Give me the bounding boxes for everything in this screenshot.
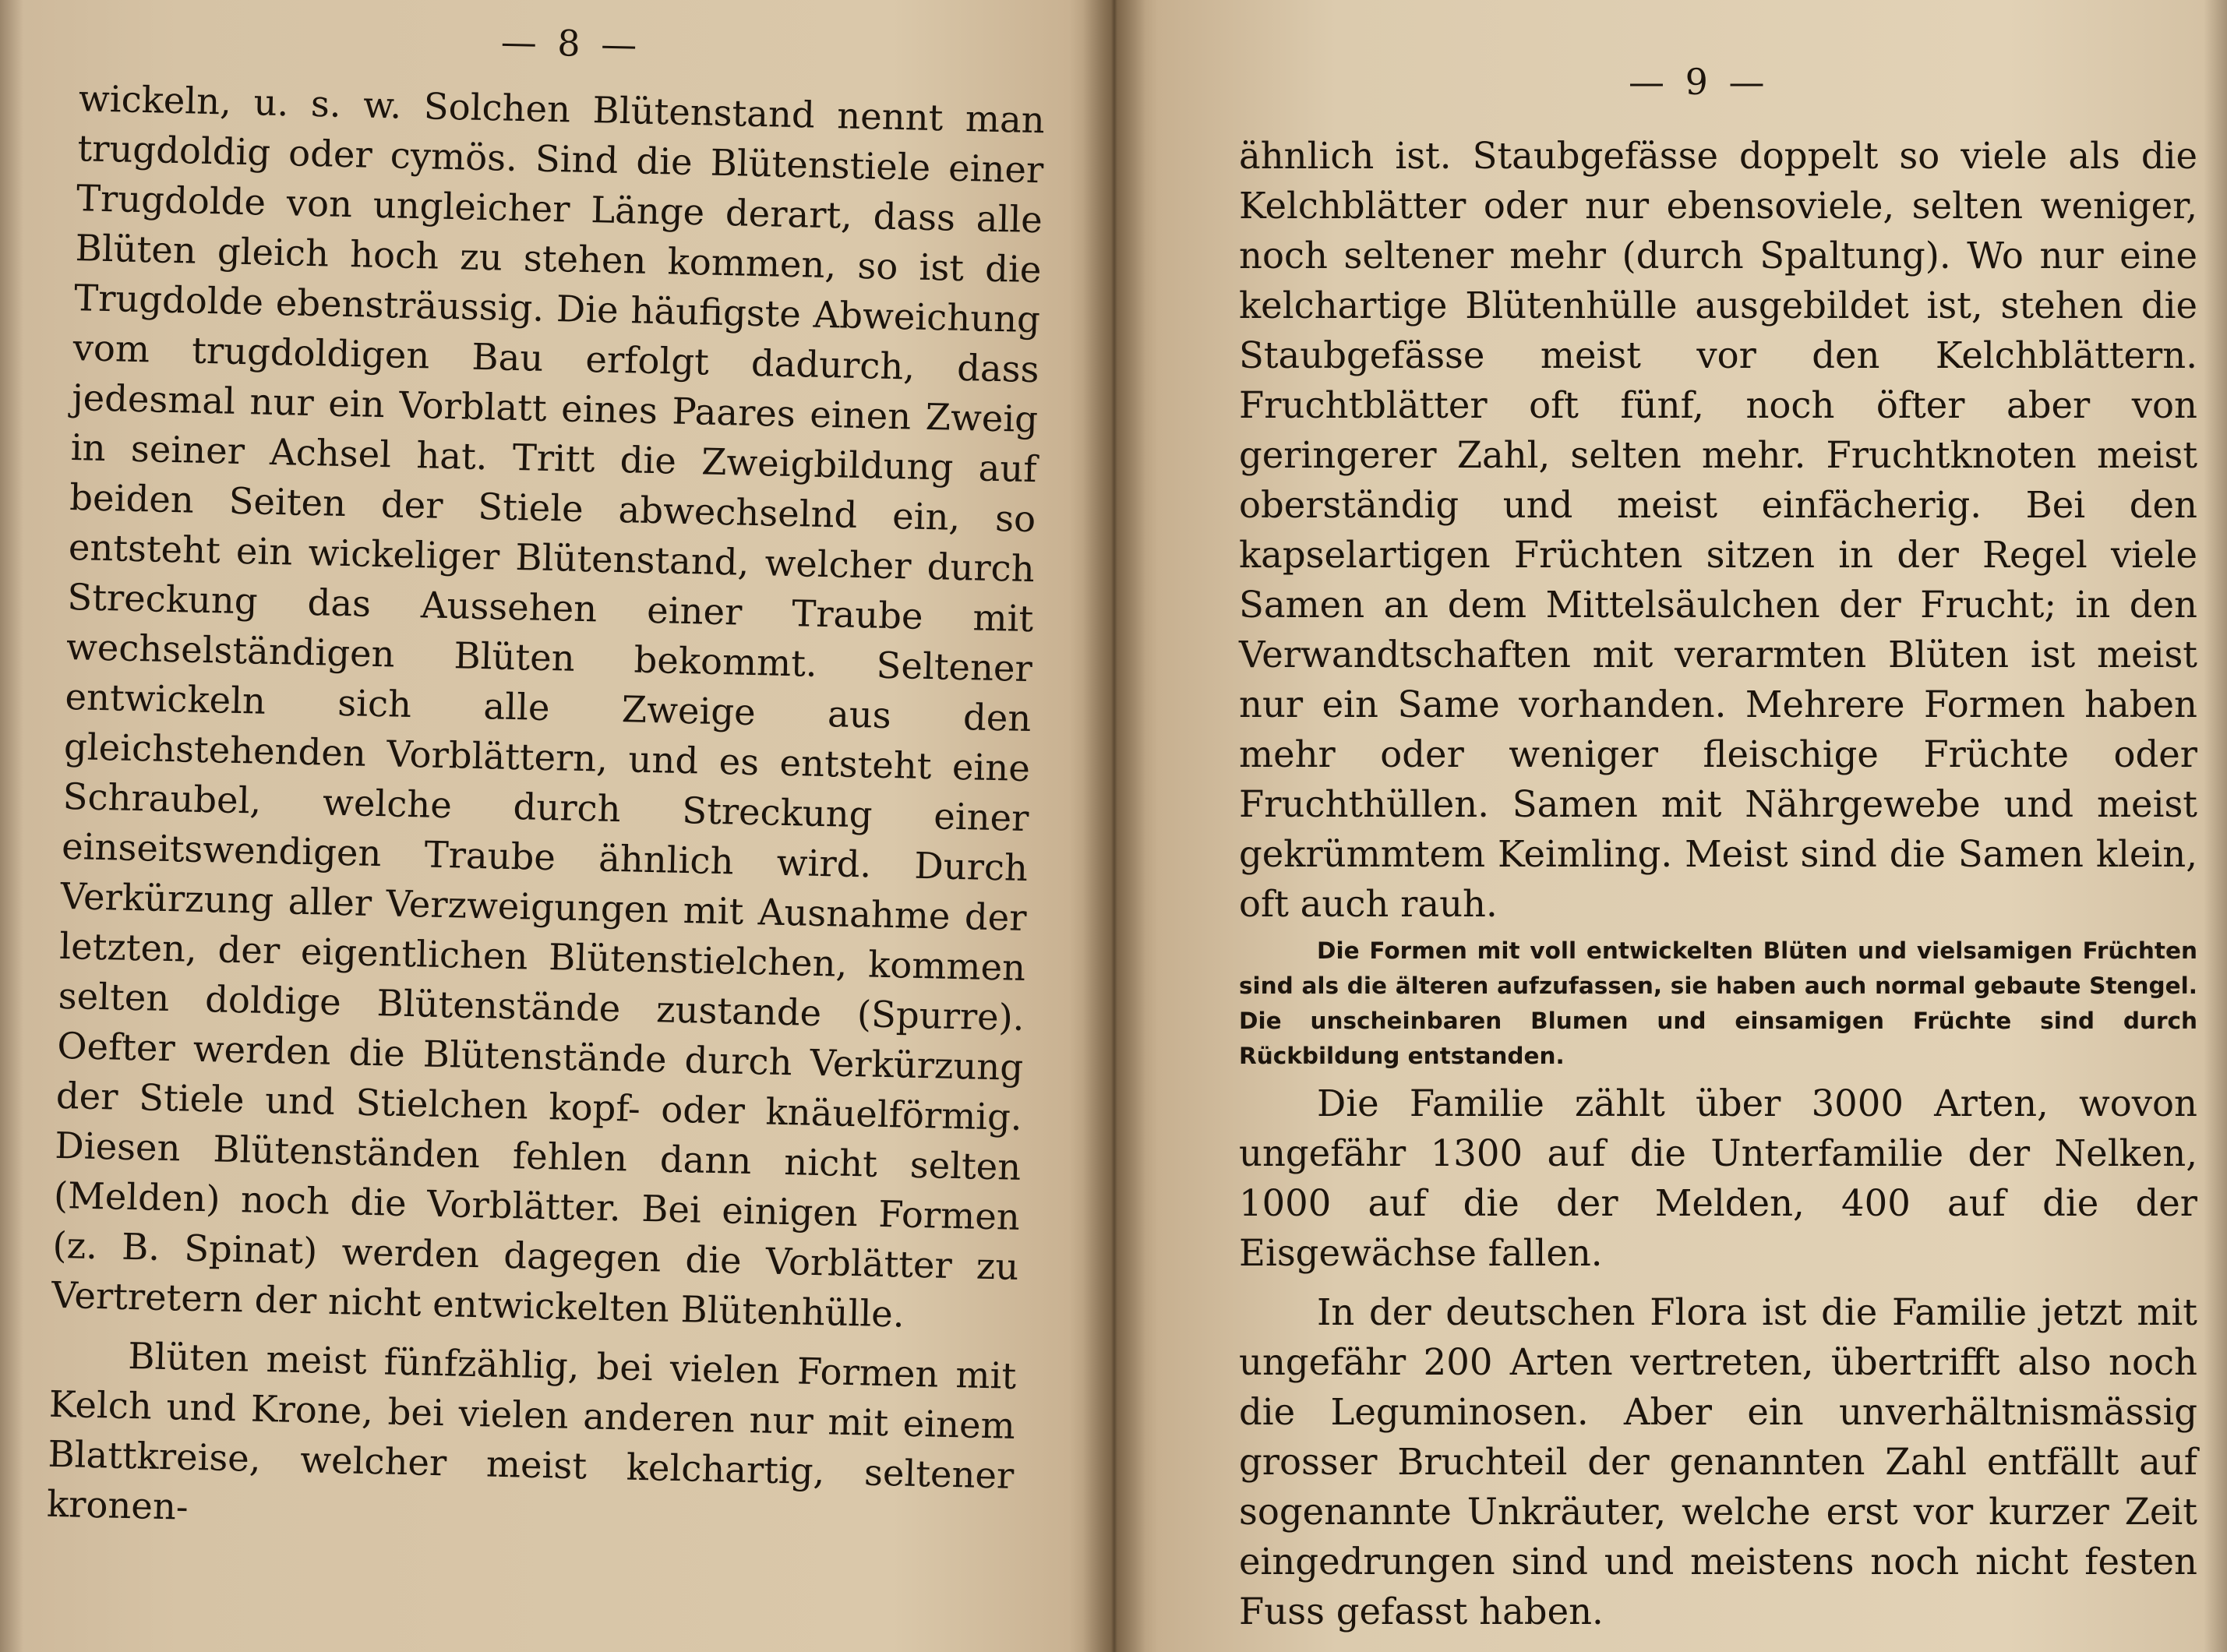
left-page-text xyxy=(46,73,1045,1551)
footnote-paragraph: Die Formen mit voll entwickelten Blüten und vielsamigen Früchten sind als die älteren aufzufassen, sie haben auch normal gebaute Stengel. Die unscheinbaren Blumen und einsamigen Früchte sind durch Rückbildung entstanden. xyxy=(1239,937,2197,1069)
paragraph: Die Familie zählt über 3000 Arten, wovon ungefähr 1300 auf die Unterfamilie der Nelken, 1000 auf die der Melden, 400 auf die der Eisgewächse fallen. xyxy=(1239,1082,2197,1274)
paragraph: Blüten meist fünfzählig, bei vielen Formen mit Kelch und Krone, bei vielen anderen nur mit einem Blattkreise, welcher meist kelchartig, seltener kronen- xyxy=(46,1335,1017,1528)
page-number-left: — 8 — xyxy=(500,20,642,66)
paragraph: In der deutschen Flora ist die Familie jetzt mit ungefähr 200 Arten vertreten, übertrifft also noch die Leguminosen. Aber ein unverhältnismässig grosser Bruchteil der genannten Zahl entfällt auf sogenannte Unkräuter, welche erst vor kurzer Zeit eingedrungen sind und meistens noch nicht festen Fuss gefasst haben. xyxy=(1239,1291,2197,1633)
page-number-right: — 9 — xyxy=(1629,61,1770,103)
right-page-text xyxy=(1239,131,2197,1636)
paragraph: ähnlich ist. Staubgefässe doppelt so viele als die Kelchblätter oder nur ebensoviele, selten weniger, noch seltener mehr (durch Spaltung). Wo nur eine kelchartige Blütenhülle ausgebildet ist, stehen die Staubgefässe meist vor den Kelchblättern. Fruchtblätter oft fünf, noch öfter aber von geringerer Zahl, selten mehr. Fruchtknoten meist oberständig und meist einfächerig. Bei den kapselartigen Früchten sitzen in der Regel viele Samen an dem Mittelsäulchen der Frucht; in den Verwandtschaften mit verarmten Blüten ist meist nur ein Same vorhanden. Mehrere Formen haben mehr oder weniger fleischige Früchte oder Fruchthüllen. Samen mit Nährgewebe und meist gekrümmtem Keimling. Meist sind die Samen klein, oft auch rauh. xyxy=(1239,135,2197,925)
right-page xyxy=(1122,0,2227,1652)
paragraph: wickeln, u. s. w. Solchen Blütenstand nennt man trugdoldig oder cymös. Sind die Blütenstiele einer Trugdolde von ungleicher Länge derart, dass alle Blüten gleich hoch zu stehen kommen, so ist die Trugdolde ebensträussig. Die häufigste Abweichung vom trugdoldigen Bau erfolgt dadurch, dass jedesmal nur ein Vorblatt eines Paares einen Zweig in seiner Achsel hat. Tritt die Zweigbildung auf beiden Seiten der Stiele abwechselnd ein, so entsteht ein wickeliger Blütenstand, welcher durch Streckung das Aussehen einer Traube mit wechselständigen Blüten bekommt. Seltener entwickeln sich alle Zweige aus den gleichstehenden Vorblättern, und es entsteht eine Schraubel, welche durch Streckung einer einseitswendigen Traube ähnlich wird. Durch Verkürzung aller Verzweigungen mit Ausnahme der letzten, der eigentlichen Blütenstielchen, kommen selten doldige Blütenstände zustande (Spurre). Oefter werden die Blütenstände durch Verkürzung der Stiele und Stielchen kopf- oder knäuelförmig. Diesen Blütenständen fehlen dann nicht selten (Melden) noch die Vorblätter. Bei einigen Formen (z. B. Spinat) werden dagegen die Vorblätter zu Vertretern der nicht entwickelten Blütenhülle. xyxy=(51,77,1046,1336)
